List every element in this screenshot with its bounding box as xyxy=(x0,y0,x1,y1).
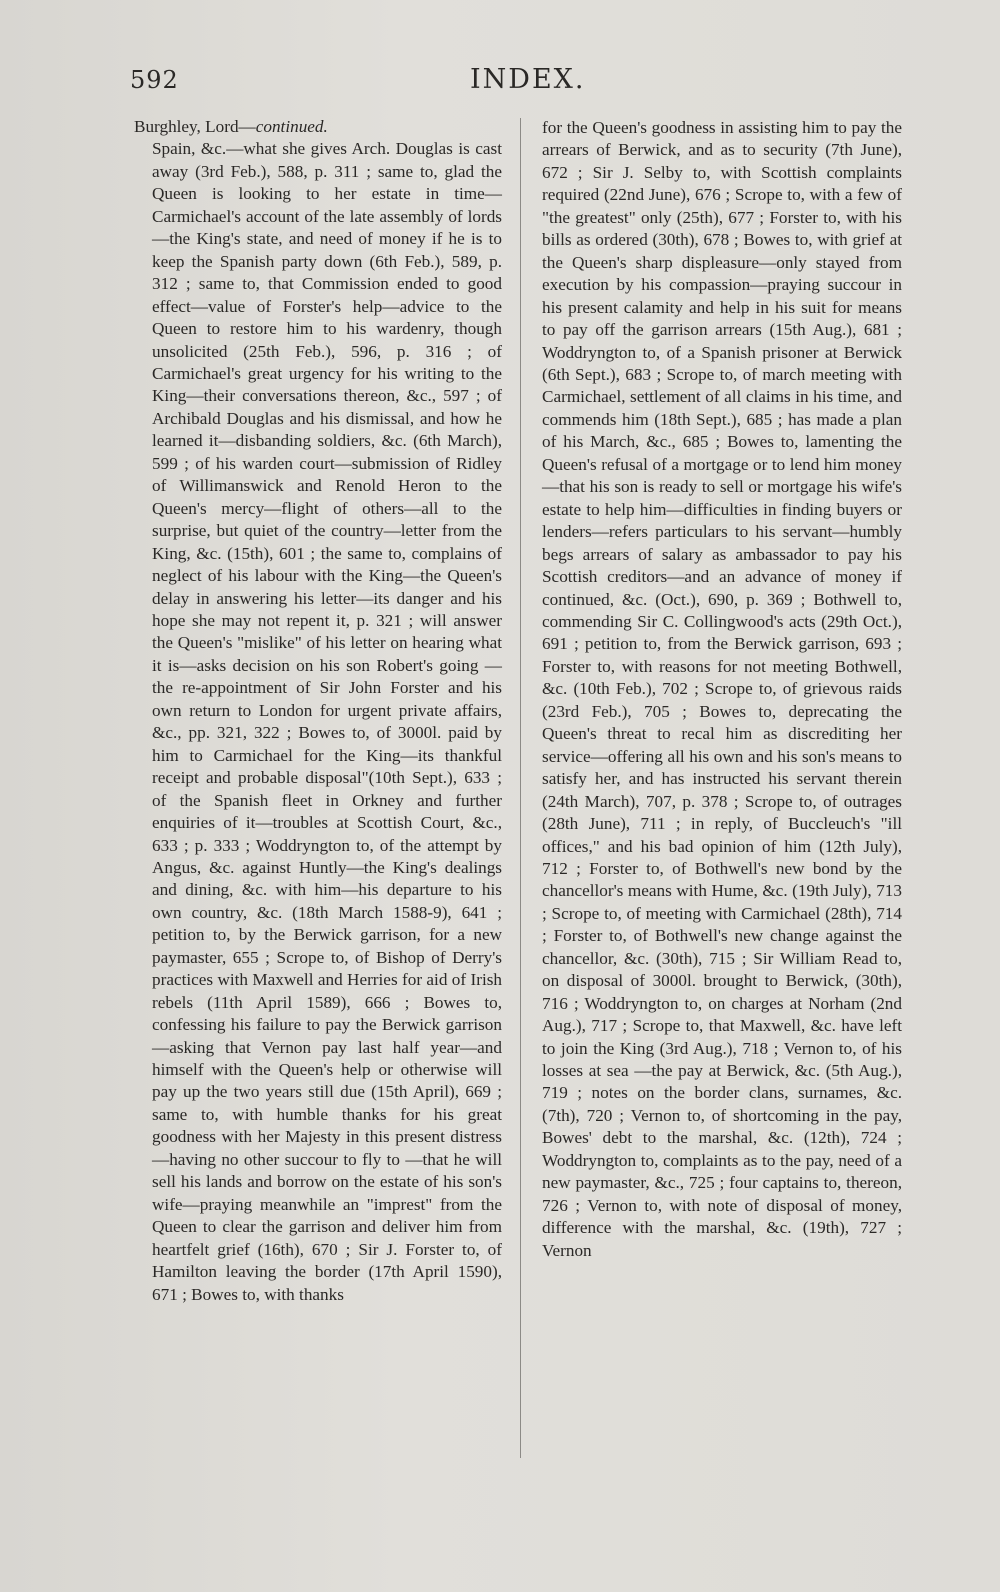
running-head: INDEX. xyxy=(470,64,586,95)
page-header xyxy=(130,66,870,106)
column-divider xyxy=(520,118,521,1458)
left-column xyxy=(134,116,502,1306)
entry-heading-main: Burghley, Lord— xyxy=(134,117,256,136)
entry-heading-continued: continued. xyxy=(255,117,328,136)
right-column xyxy=(542,117,902,1262)
right-column-text: for the Queen's goodness in assisting him to pay the arrears of Berwick, and as to security (7th June), 672 ; Sir J. Selby to, with Scottish complaints required (22nd June), 676 ; Scrope to, with a few of "the greatest" only (25th), 677 ; Forster to, with his bills as ordered (30th), 678 ; Bowes to, with grief at the Queen's sharp displeasure—only stayed from execution by his compassion—praying succour in his present calamity and help in his suit for means to pay off the garrison arrears (15th Aug.), 681 ; Woddryngton to, of a Spanish prisoner at Berwick (6th Sept.), 683 ; Scrope to, of march meeting with Carmichael, settlement of all claims in his time, and commends him (18th Sept.), 685 ; has made a plan of his March, &c., 685 ; Bowes to, lamenting the Queen's refusal of a mortgage or to lend him money—that his son is ready to sell or mortgage his wife's estate to help him—difficulties in finding buyers or lenders—refers particulars to his servant—humbly begs arrears of salary as ambassador to pay his Scottish creditors—and an advance of money if continued, &c. (Oct.), 690, p. 369 ; Bothwell to, commending Sir C. Collingwood's acts (29th Oct.), 691 ; petition to, from the Berwick garrison, 693 ; Forster to, with reasons for not meeting Bothwell, &c. (10th Feb.), 702 ; Scrope to, of grievous raids (23rd Feb.), 705 ; Bowes to, deprecating the Queen's threat to recal him as discrediting her service—offering all his own and his son's means to satisfy her, and has instructed his servant therein (24th March), 707, p. 378 ; Scrope to, of outrages (28th June), 711 ; in reply, of Buccleuch's "ill offices," and his bad opinion of him (12th July), 712 ; Forster to, of Bothwell's new bond by the chancellor's means with Hume, &c. (19th July), 713 ; Scrope to, of meeting with Carmichael (28th), 714 ; Forster to, of Bothwell's new change against the chancellor, &c. (30th), 715 ; Sir William Read to, on disposal of 3000l. brought to Berwick, (30th), 716 ; Woddryngton to, on charges at Norham (2nd Aug.), 717 ; Scrope to, that Maxwell, &c. have left to join the King (3rd Aug.), 718 ; Vernon to, of his losses at sea —the pay at Berwick, &c. (5th Aug.), 719 ; notes on the border clans, surnames, &c. (7th), 720 ; Vernon to, of shortcoming in the pay, Bowes' debt to the marshal, &c. (12th), 724 ; Woddryngton to, complaints as to the pay, need of a new paymaster, &c., 725 ; four captains to, thereon, 726 ; Vernon to, with note of disposal of money, difference with the marshal, &c. (19th), 727 ; Vernon xyxy=(542,118,902,1260)
left-column-text: Spain, &c.—what she gives Arch. Douglas is cast away (3rd Feb.), 588, p. 311 ; same to, glad the Queen is looking to her estate in time—Carmichael's account of the late assembly of lords—the King's state, and need of money if he is to keep the Spanish party down (6th Feb.), 589, p. 312 ; same to, that Commission ended to good effect—value of Forster's help—advice to the Queen to restore him to his wardenry, though unsolicited (25th Feb.), 596, p. 316 ; of Carmichael's great urgency for his writing to the King—their conversations thereon, &c., 597 ; of Archibald Douglas and his dismissal, and how he learned it—disbanding soldiers, &c. (6th March), 599 ; of his warden court—submission of Ridley of Willimanswick and Renold Heron to the Queen's mercy—flight of others—all to the surprise, but quiet of the country—letter from the King, &c. (15th), 601 ; the same to, complains of neglect of his labour with the King—the Queen's delay in answering his letter—its danger and his hope she may not repent it, p. 321 ; will answer the Queen's "mislike" of his letter on hearing what it is—asks decision on his son Robert's going —the re-appointment of Sir John Forster and his own return to London for urgent private affairs, &c., pp. 321, 322 ; Bowes to, of 3000l. paid by him to Carmichael for the King—its thankful receipt and probable disposal"(10th Sept.), 633 ; of the Spanish fleet in Orkney and further enquiries of it—troubles at Scottish Court, &c., 633 ; p. 333 ; Woddryngton to, of the attempt by Angus, &c. against Huntly—the King's dealings and dining, &c. with him—his departure to his own country, &c. (18th March 1588-9), 641 ; petition to, by the Berwick garrison, for a new paymaster, 655 ; Scrope to, of Bishop of Derry's practices with Maxwell and Herries for aid of Irish rebels (11th April 1589), 666 ; Bowes to, confessing his failure to pay the Berwick garrison—asking that Vernon pay last half year—and himself with the Queen's help or otherwise will pay up the two years still due (15th April), 669 ; same to, with humble thanks for his great goodness with her Majesty in this present distress—having no other succour to fly to —that he will sell his lands and borrow on the estate of his son's wife—praying meanwhile an "imprest" from the Queen to clear the garrison and deliver him from heartfelt grief (16th), 670 ; Sir J. Forster to, of Hamilton leaving the border (17th April 1590), 671 ; Bowes to, with thanks xyxy=(152,139,502,1304)
index-entry-heading xyxy=(134,116,502,138)
page-number: 592 xyxy=(130,66,179,94)
